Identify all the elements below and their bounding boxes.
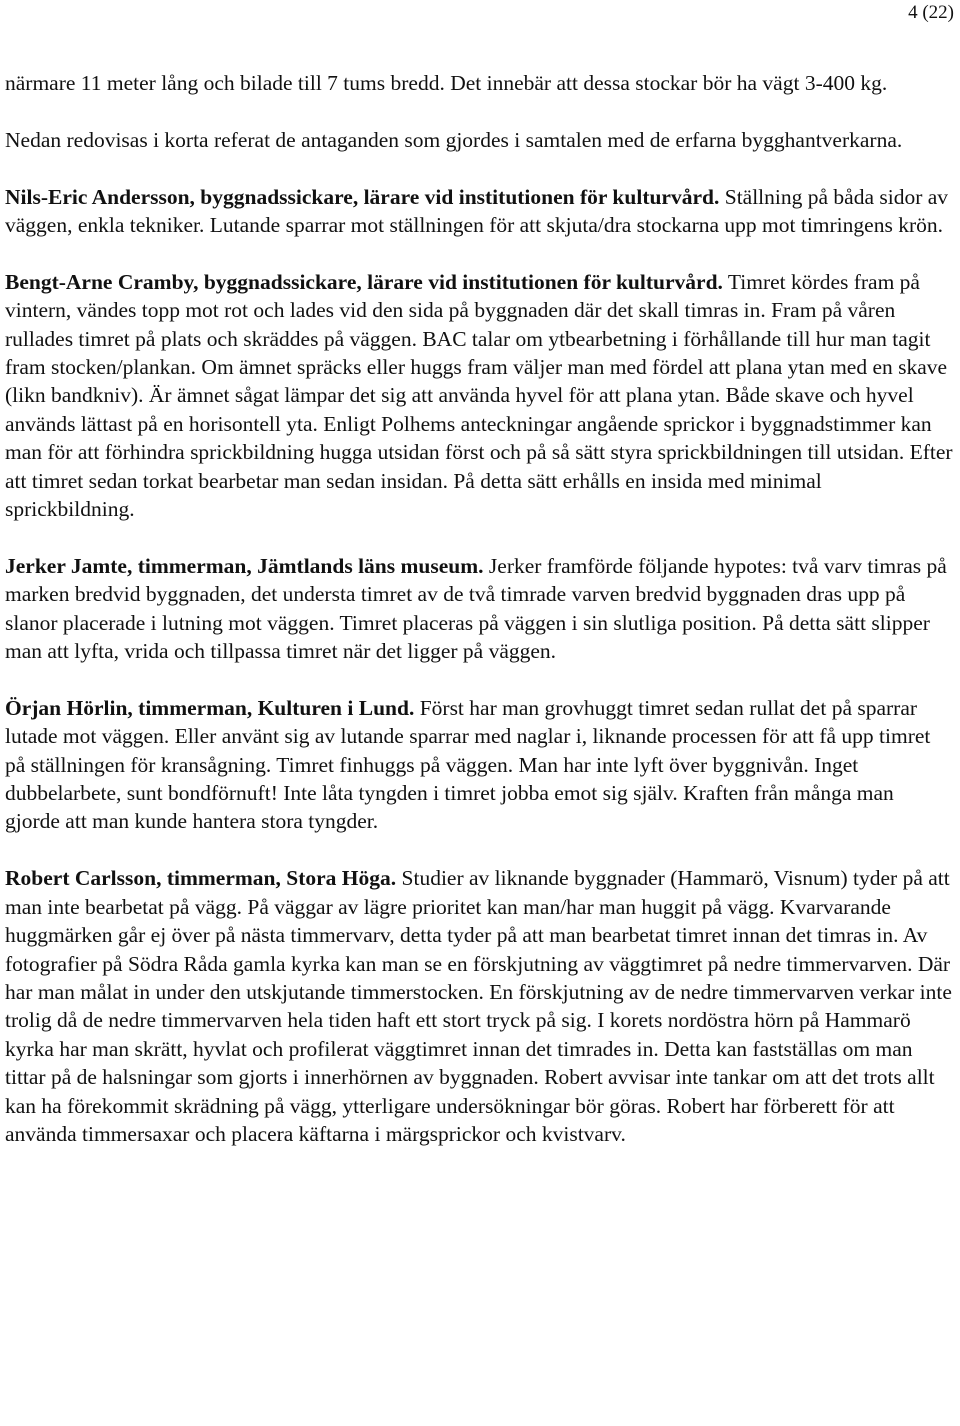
page-number: 4 (22) [908,2,954,23]
paragraph-text: närmare 11 meter lång och bilade till 7 tums bredd. Det innebär att dessa stockar bör ha vägt 3-400 kg. [5,71,888,95]
section-heading: Jerker Jamte, timmerman, Jämtlands läns museum. [5,553,484,578]
section-nils-eric-andersson [5,183,953,240]
section-robert-carlsson [5,864,953,1148]
section-heading: Örjan Hörlin, timmerman, Kulturen i Lund. [5,695,415,720]
section-bengt-arne-cramby [5,268,953,524]
paragraph-text: Först har man grovhuggt timret sedan rullat det på sparrar lutade mot väggen. Eller använt sig av lutande sparrar med naglar i, liknande processen för att få upp timret på ställningen för kransågning. Timret finhuggs på väggen. Man har inte lyft över byggnivån. Inget dubbelarbete, sunt bondförnuft! Inte låta tyngden i timret jobba emot sig själv. Kraften från många man gjorde att man kunde hantera stora tyngder. [5,695,931,834]
section-heading: Robert Carlsson, timmerman, Stora Höga. [5,866,397,891]
section-jerker-jamte [5,552,953,666]
paragraph-summary-intro [5,126,953,154]
paragraph-text: Ställning på båda sidor av väggen, enkla tekniker. Lutande sparrar mot ställningen för att skjuta/dra stockarna upp mot timringens krön. [5,184,949,237]
paragraph-text: Timret kördes fram på vintern, vändes topp mot rot och lades vid den sida på byggnaden där det skall timras in. Fram på våren rullades timret på plats och skräddes på väggen. BAC talar om ytbearbetning i förhållande till hur man tagit fram stocken/plankan. Om ämnet spräcks eller huggs fram väljer man med fördel att plana ytan med en skave (likn bandkniv). Är ämnet sågat lämpar det sig att använda hyvel för att plana ytan. Både skave och hyvel används lättast på en horisontell yta. Enligt Polhems anteckningar angående sprickor i byggnadstimmer kan man för att förhindra sprickbildning hugga utsidan först och på så sätt styra sprickbildningen till utsidan. Efter att timret sedan torkat bearbetar man sedan insidan. På detta sätt erhålls en insida med minimal sprickbildning. [5,269,953,522]
paragraph-text: Studier av liknande byggnader (Hammarö, Visnum) tyder på att man inte bearbetat på vägg. På väggar av lägre prioritet kan man/har man huggit på vägg. Kvarvarande huggmärken går ej över på nästa timmervarv, detta tyder på att man bearbetat timret innan det timras in. Av fotografier på Södra Råda gamla kyrka kan man se en förskjutning av väggtimret på nedre timmervarven. Där har man målat in under den utskjutande timmerstocken. En förskjutning av de nedre timmervarven verkar inte trolig då de nedre timmervarven hela tiden haft ett stort tryck på sig. I korets nordöstra hörn på Hammarö kyrka har man skrätt, hyvlat och profilerat väggtimret innan det timrades in. Detta kan fastställas om man tittar på de halsningar som gjorts i innerhörnen av byggnaden. Robert avvisar inte tankar om att det trots allt kan ha förekommit skrädning på vägg, ytterligare undersökningar bör göras. Robert har förberett för att använda timmersaxar och placera käftarna i märgsprickor och kvistvarv. [5,866,952,1146]
section-orjan-horlin [5,694,953,836]
paragraph-text: Nedan redovisas i korta referat de antaganden som gjordes i samtalen med de erfarna bygghantverkarna. [5,127,903,152]
document-body [5,69,953,1148]
section-heading: Bengt-Arne Cramby, byggnadssickare, lärare vid institutionen för kulturvård. [5,269,723,294]
paragraph-intro-continuation [5,69,953,97]
paragraph-text: Jerker framförde följande hypotes: två varv timras på marken bredvid byggnaden, det understa timret av de två timrade varven bredvid byggnaden dras upp på slanor placerade i lutning mot väggen. Timret placeras på väggen i sin slutliga position. På detta sätt slipper man att lyfta, vrida och tillpassa timret när det ligger på väggen. [5,553,947,664]
section-heading: Nils-Eric Andersson, byggnadssickare, lärare vid institutionen för kulturvård. [5,184,720,209]
